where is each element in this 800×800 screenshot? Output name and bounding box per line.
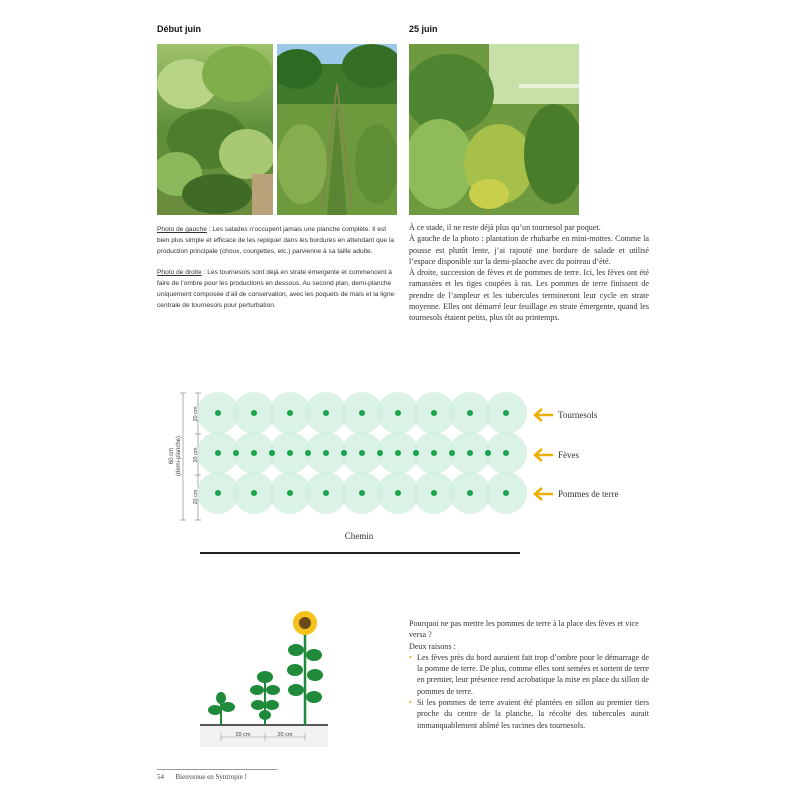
pomme-de-terre-dot [431, 490, 437, 496]
right-text [409, 222, 649, 324]
reasons-intro: Deux raisons : [409, 641, 456, 651]
pomme-de-terre-dot [395, 490, 401, 496]
arrow-feves-icon [535, 449, 553, 461]
page-number: 54 [157, 773, 164, 781]
reasons-list [409, 652, 649, 731]
tournesol-dot [503, 410, 509, 416]
feve-dot [503, 450, 509, 456]
feve-dot [341, 450, 347, 456]
tournesol-dot [431, 410, 437, 416]
feve-dot [431, 450, 437, 456]
right-paragraph-2: À gauche de la photo : plantation de rhubarbe en mini-mottes. Comme la pousse est plutôt lente, j’ai rajouté une bordure de salade et utilisé l’espace disponible sur la demi-planche avec du poireau d’été. [409, 234, 649, 266]
bottom-text [409, 618, 649, 731]
feve-dot [449, 450, 455, 456]
caption-left-photo [157, 224, 395, 257]
pomme-de-terre-dot [251, 490, 257, 496]
tournesol-dot [287, 410, 293, 416]
ground-area [200, 725, 328, 747]
right-paragraph-3: À droite, succession de fèves et de pommes de terre. Ici, les fèves ont été ramassées et les tiges coupées à ras. Les pommes de terre finissent de prendre de l’ampleur et les tubercules termineront leur cycle en strate moyenne. Elles ont démarré leur feuillage en strate émergente, quand les tournesols étaient petits, plus tôt au printemps. [409, 268, 649, 323]
pomme-de-terre-dot [503, 490, 509, 496]
row-dim-3: 20 cm [193, 489, 199, 505]
right-section-title: 25 juin [409, 24, 438, 34]
pomme-de-terre-dot [359, 490, 365, 496]
caption-right-photo [157, 267, 395, 311]
feve-dot [467, 450, 473, 456]
feve-dot [269, 450, 275, 456]
pomme-de-terre-dot [287, 490, 293, 496]
arrow-tournesols-icon [535, 409, 553, 421]
question-text: Pourquoi ne pas mettre les pommes de terre à la place des fèves et vice versa ? [409, 619, 639, 640]
caption-left-lead: Photo de gauche [157, 226, 207, 233]
footer-rule [157, 769, 277, 770]
caption-left-body: : Les salades n’occupent jamais une planche complète. Il est bien plus simple et efficace de les repiquer dans les bordures en attendant que la production principale (choux, courgettes, etc.) parvienne à sa taille adulte. [157, 226, 395, 255]
sunflower-plant-icon [287, 611, 323, 725]
diagram-svg [160, 385, 660, 560]
spacing-label-2: 20 cm [277, 732, 293, 738]
feve-dot [215, 450, 221, 456]
feve-dot [323, 450, 329, 456]
total-dim-sublabel: (demi-planche) [176, 435, 182, 477]
arrow-pommes-icon [535, 488, 553, 500]
feve-dot [377, 450, 383, 456]
feve-dot [287, 450, 293, 456]
plant-circles [197, 392, 527, 514]
pomme-de-terre-dot [323, 490, 329, 496]
feve-dot [305, 450, 311, 456]
footer [157, 773, 247, 781]
pomme-de-terre-dot [467, 490, 473, 496]
caption-right-lead: Photo de droite [157, 269, 202, 276]
reason-item-2: • Si les pommes de terre avaient été plantées en sillon au premier tiers proche du centre de la planche, la récolte des tubercules aurait immanquablement abîmé les racines des tournesols. [409, 697, 649, 731]
tournesol-dot [359, 410, 365, 416]
photo-sunflower-rows [277, 44, 397, 215]
bean-plant-icon [208, 692, 235, 725]
feve-dot [359, 450, 365, 456]
tournesol-dot [395, 410, 401, 416]
left-captions [157, 224, 395, 321]
total-dim-label: 60 cm [169, 447, 175, 465]
row-label-tournesols: Tournesols [558, 410, 598, 420]
pomme-de-terre-dot [215, 490, 221, 496]
row-label-feves: Fèves [558, 450, 579, 460]
right-paragraph-1: À ce stade, il ne reste déjà plus qu’un tournesol par poquet. [409, 223, 601, 232]
path-line [200, 552, 520, 554]
feve-dot [395, 450, 401, 456]
tournesol-dot [323, 410, 329, 416]
tournesol-dot [215, 410, 221, 416]
feve-dot [251, 450, 257, 456]
feve-dot [413, 450, 419, 456]
left-section-title: Début juin [157, 24, 201, 34]
row-dim-1: 20 cm [193, 406, 199, 422]
row-label-pommes: Pommes de terre [558, 489, 619, 499]
spacing-label-1: 20 cm [235, 732, 251, 738]
potato-plant-icon [250, 671, 280, 725]
reason-item-1: • Les fèves près du bord auraient fait trop d’ombre pour le démarrage de la pomme de terre. De plus, comme elles sont semées et sortent de terre en premier, leur présence rend acrobatique la mise en place du sillon de pommes de terre. [409, 652, 649, 697]
caption-right-body: : Les tournesols sont déjà en strate émergente et commencent à faire de l’ombre pour les productions en dessous. Au second plan, demi-planche uniquement composée d’ail de conservation, avec les poquets de maïs et la ligne centrale de tournesols pour perturbation. [157, 269, 395, 309]
book-title: Bienvenue en Syntropie ! [175, 773, 247, 781]
row-dim-2: 20 cm [193, 447, 199, 463]
photo-june-25 [409, 44, 579, 215]
feve-dot [485, 450, 491, 456]
tournesol-dot [251, 410, 257, 416]
tournesol-dot [467, 410, 473, 416]
plants-illustration [200, 605, 335, 750]
feve-dot [233, 450, 239, 456]
path-label: Chemin [344, 531, 374, 541]
photo-salads [157, 44, 273, 215]
planting-diagram [160, 385, 660, 560]
